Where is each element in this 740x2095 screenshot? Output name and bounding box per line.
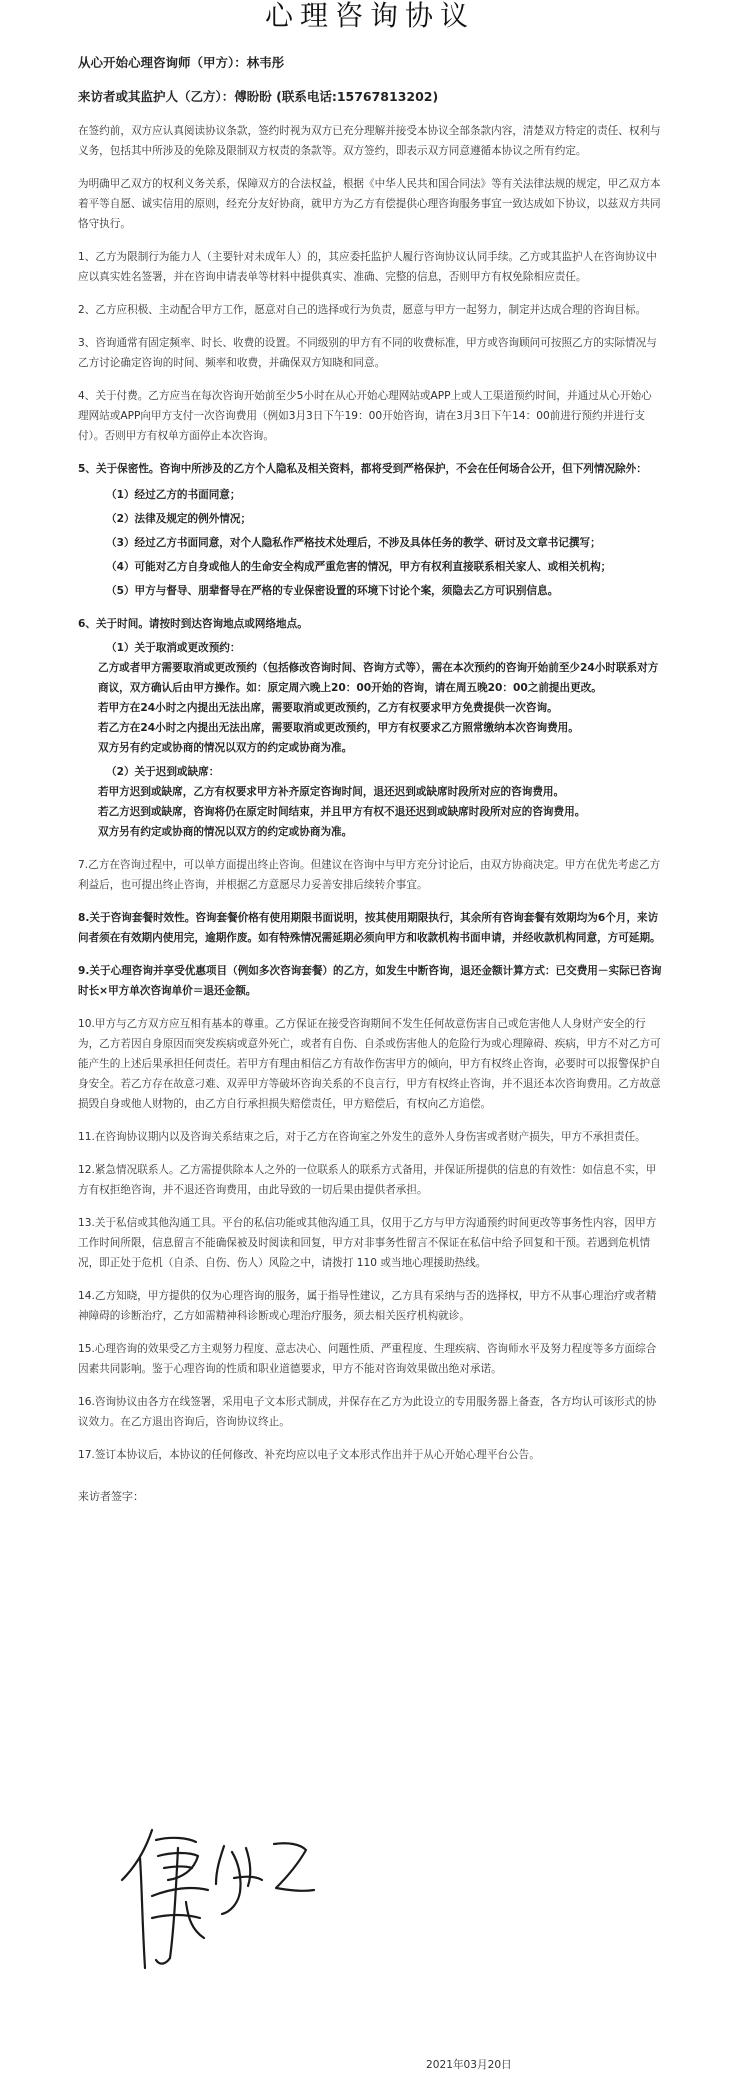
clause-8: 8.关于咨询套餐时效性。咨询套餐价格有使用期限书面说明，按其使用期限执行，其余所有咨询套餐有效期均为6个月，来访问者须在有效期内使用完，逾期作废。如有特殊情况需延期必须向甲方和收款机构书面申请，并经收款机构同意，方可延期。 (78, 912, 661, 944)
clause-9: 9.关于心理咨询并享受优惠项目（例如多次咨询套餐）的乙方，如发生中断咨询，退还金额计算方式：已交费用－实际已咨询时长×甲方单次咨询单价＝退还金额。 (78, 965, 662, 997)
clause-4: 4、关于付费。乙方应当在每次咨询开始前至少5小时在从心开始心理网站或APP上或人工渠道预约时间，并通过从心开始心理网站或APP向甲方支付一次咨询费用（例如3月3日下午19：00开始咨询，请在3月3日下午14：00前进行预约并进行支付）。否则甲方有权单方面停止本次咨询。 (78, 390, 652, 442)
clause-5-item: （1）经过乙方的书面同意； (106, 489, 241, 501)
clause-15: 15.心理咨询的效果受乙方主观努力程度、意志决心、问题性质、严重程度、生理疾病、咨询师水平及努力程度等多方面综合因素共同影响。鉴于心理咨询的性质和职业道德要求，甲方不能对咨询效果做出绝对承诺。 (78, 1343, 657, 1375)
clause-6-sub1-text: 若乙方在24小时之内提出无法出席，需要取消或更改预约，甲方有权要求乙方照常缴纳本次咨询费用。 (98, 722, 579, 734)
clause-6-sub1-text: 双方另有约定或协商的情况以双方的约定或协商为准。 (98, 742, 353, 754)
clause-5-intro: 5、关于保密性。咨询中所涉及的乙方个人隐私及相关资料，都将受到严格保护，不会在任何场合公开，但下列情况除外： (78, 463, 647, 475)
clause-7: 7.乙方在咨询过程中，可以单方面提出终止咨询。但建议在咨询中与甲方充分讨论后，由双方协商决定。甲方在优先考虑乙方利益后，也可提出终止咨询，并根据乙方意愿尽力妥善安排后续转介事宜。 (78, 859, 661, 891)
clause-14: 14.乙方知晓，甲方提供的仅为心理咨询的服务，属于指导性建议，乙方具有采纳与否的选择权，甲方不从事心理治疗或者精神障碍的诊断治疗，乙方如需精神科诊断或心理治疗服务，须去相关医疗机构就诊。 (78, 1290, 657, 1322)
clause-6-sub2-title: （2）关于迟到或缺席： (106, 766, 220, 778)
clause-5-item: （2）法律及规定的例外情况； (106, 513, 252, 525)
clause-3: 3、咨询通常有固定频率、时长、收费的设置。不同级别的甲方有不同的收费标准，甲方或咨询顾问可按照乙方的实际情况与乙方讨论确定咨询的时间、频率和收费，并确保双方知晓和同意。 (78, 337, 657, 369)
document-title: 心理咨询协议 (264, 0, 475, 32)
preamble-paragraph: 为明确甲乙双方的权利义务关系，保障双方的合法权益，根据《中华人民共和国合同法》等有关法律法规的规定，甲乙双方本着平等自愿、诚实信用的原则，经充分友好协商，就甲方为乙方有偿提供心理咨询服务事宜一致达成如下协议，以兹双方共同恪守执行。 (78, 178, 661, 230)
clause-5-item: （5）甲方与督导、朋辈督导在严格的专业保密设置的环境下讨论个案，须隐去乙方可识别信息。 (106, 585, 559, 597)
handwritten-signature (112, 1818, 322, 1978)
clause-6-sub1-text: 若甲方在24小时之内提出无法出席，需要取消或更改预约，乙方有权要求甲方免费提供一次咨询。 (98, 702, 558, 714)
clause-17: 17.签订本协议后，本协议的任何修改、补充均应以电子文本形式作出并于从心开始心理平台公告。 (78, 1449, 540, 1461)
party-a-line: 从心开始心理咨询师（甲方）：林韦彤 (78, 55, 285, 70)
clause-5-item: （4）可能对乙方自身或他人的生命安全构成严重危害的情况，甲方有权利直接联系相关家人、或相关机构； (106, 561, 612, 573)
clause-2: 2、乙方应积极、主动配合甲方工作，愿意对自己的选择或行为负责，愿意与甲方一起努力，制定并达成合理的咨询目标。 (78, 304, 647, 316)
visitor-signature-label: 来访者签字： (78, 1490, 144, 1503)
clause-11: 11.在咨询协议期内以及咨询关系结束之后，对于乙方在咨询室之外发生的意外人身伤害或者财产损失，甲方不承担责任。 (78, 1131, 646, 1143)
preamble-paragraph: 在签约前，双方应认真阅读协议条款，签约时视为双方已充分理解并接受本协议全部条款内容，清楚双方特定的责任、权利与义务，包括其中所涉及的免除及限制双方权责的条款等。双方签约，即表示双方同意遵循本协议之所有约定。 (78, 125, 661, 157)
clause-16: 16.咨询协议由各方在线签署，采用电子文本形式制成，并保存在乙方为此设立的专用服务器上备查，各方均认可该形式的协议效力。在乙方退出咨询后，咨询协议终止。 (78, 1396, 657, 1428)
clause-6-sub1-title: （1）关于取消或更改预约： (106, 642, 241, 654)
clause-13: 13.关于私信或其他沟通工具。平台的私信功能或其他沟通工具，仅用于乙方与甲方沟通预约时间更改等事务性内容，因甲方工作时间所限，信息留言不能确保被及时阅读和回复，甲方对非事务性留言不保证在私信中给予回复和干预。若遇到危机情况，即正处于危机（自杀、自伤、伤人）风险之中，请拨打 110 或当地心理援助热线。 (78, 1217, 657, 1269)
clause-6-sub2-text: 若甲方迟到或缺席，乙方有权要求甲方补齐原定咨询时间，退还迟到或缺席时段所对应的咨询费用。 (98, 786, 565, 798)
clause-12: 12.紧急情况联系人。乙方需提供除本人之外的一位联系人的联系方式备用，并保证所提供的信息的有效性：如信息不实，甲方有权拒绝咨询，并不退还咨询费用，由此导致的一切后果由提供者承担。 (78, 1164, 657, 1196)
clause-6-sub2-text: 若乙方迟到或缺席，咨询将仍在原定时间结束，并且甲方有权不退还迟到或缺席时段所对应的咨询费用。 (98, 806, 586, 818)
signing-date: 2021年03月20日 (426, 2059, 512, 2071)
clause-1: 1、乙方为限制行为能力人（主要针对未成年人）的，其应委托监护人履行咨询协议认同手续。乙方或其监护人在咨询协议中应以真实姓名签署，并在咨询申请表单等材料中提供真实、准确、完整的信息，否则甲方有权免除相应责任。 (78, 251, 657, 283)
agreement-body (0, 54, 740, 1507)
clause-6-sub1-text: 乙方或者甲方需要取消或更改预约（包括修改咨询时间、咨询方式等），需在本次预约的咨询开始前至少24小时联系对方商议，双方确认后由甲方操作。如：原定周六晚上20：00开始的咨询，请在周五晚20：00之前提出更改。 (98, 662, 659, 694)
clause-10: 10.甲方与乙方双方应互相有基本的尊重。乙方保证在接受咨询期间不发生任何故意伤害自己或危害他人人身财产安全的行为，乙方若因自身原因而突发疾病或意外死亡，或者有自伤、自杀或伤害他人的危险行为或心理障碍、疾病，甲方不对乙方可能产生的上述后果承担任何责任。若甲方有理由相信乙方有故作伤害甲方的倾向，甲方有权终止咨询，必要时可以报警保护自身安全。若乙方存在故意刁难、双弄甲方等破坏咨询关系的不良言行，甲方有权终止咨询，并不退还本次咨询费用。乙方故意损毁自身或他人财物的，由乙方自行承担损失赔偿责任，甲方赔偿后，有权向乙方追偿。 (78, 1018, 661, 1110)
party-b-line: 来访者或其监护人（乙方）：傅盼盼 (联系电话:15767813202) (78, 89, 439, 104)
clause-5-item: （3）经过乙方书面同意，对个人隐私作严格技术处理后，不涉及具体任务的教学、研讨及文章书记撰写； (106, 537, 601, 549)
clause-6-sub2-text: 双方另有约定或协商的情况以双方的约定或协商为准。 (98, 826, 353, 838)
clause-6-intro: 6、关于时间。请按时到达咨询地点或网络地点。 (78, 618, 308, 630)
